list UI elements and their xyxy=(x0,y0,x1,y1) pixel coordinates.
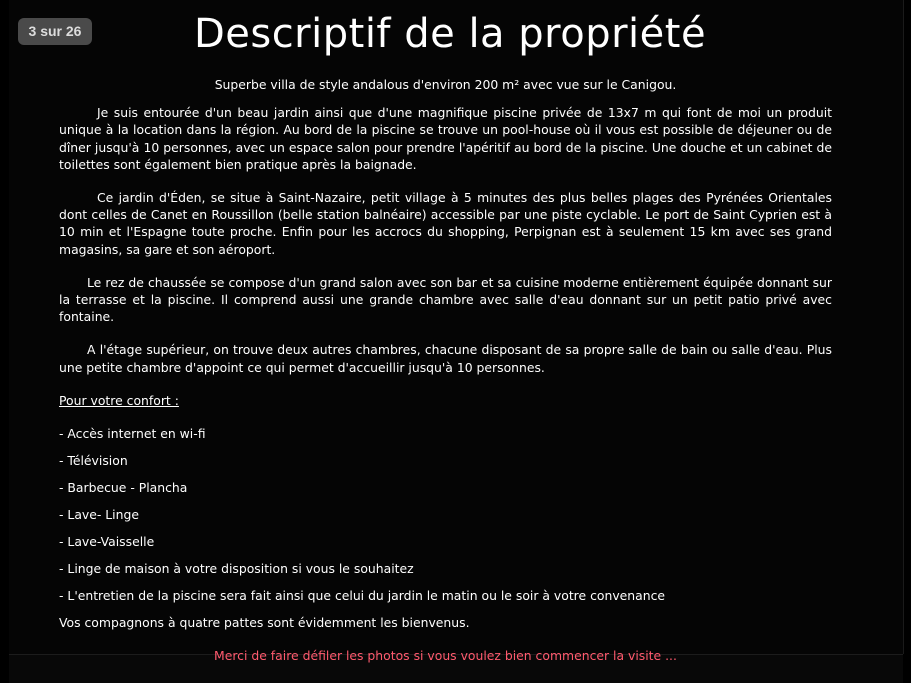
paragraph-garden-pool: Je suis entourée d'un beau jardin ainsi que d'une magnifique piscine privée de 13x7 m qui font de moi un produit unique à la location dans la région. Au bord de la piscine se trouve un pool-house où il vous est possible de déjeuner ou de dîner jusqu'à 10 personnes, avec un espace salon pour prendre l'apéritif au bord de la piscine. Une douche et un cabinet de toilettes sont également bien pratique après la baignade. xyxy=(59,105,832,172)
list-item: - Lave-Vaisselle xyxy=(59,534,155,550)
list-item: - Accès internet en wi-fi xyxy=(59,426,206,442)
closing-message: Merci de faire défiler les photos si vous voulez bien commencer la visite ... xyxy=(214,648,677,664)
list-item: - Linge de maison à votre disposition si vous le souhaitez xyxy=(59,561,414,577)
list-item: - Barbecue - Plancha xyxy=(59,480,188,496)
paragraph-location: Ce jardin d'Éden, se situe à Saint-Nazaire, petit village à 5 minutes des plus belles plages des Pyrénées Orientales dont celles de Canet en Roussillon (belle station balnéaire) accessible par une piste cyclable. Le port de Saint Cyprien est à 10 min et l'Espagne toute proche. Enfin pour les accrocs du shopping, Perpignan est à seulement 15 km avec ses grand magasins, sa gare et son aéroport. xyxy=(59,190,832,257)
slide-counter-badge: 3 sur 26 xyxy=(18,18,92,45)
list-item: - Télévision xyxy=(59,453,128,469)
paragraph-ground-floor: Le rez de chaussée se compose d'un grand salon avec son bar et sa cuisine moderne entièrement équipée donnant sur la terrasse et la piscine. Il comprend aussi une grande chambre avec salle d'eau donnant sur un petit patio privé avec fontaine. xyxy=(59,274,832,325)
comfort-list xyxy=(59,425,832,631)
list-item: - Lave- Linge xyxy=(59,507,139,523)
subtitle: Superbe villa de style andalous d'environ 200 m² avec vue sur le Canigou. xyxy=(214,77,677,92)
paragraph-upper-floor: A l'étage supérieur, on trouve deux autres chambres, chacune disposant de sa propre salle de bain ou salle d'eau. Plus une petite chambre d'appoint ce qui permet d'accueillir jusqu'à 10 personnes. xyxy=(59,342,832,375)
comfort-heading: Pour votre confort : xyxy=(59,392,179,408)
description-content xyxy=(59,76,832,664)
page-title: Descriptif de la propriété xyxy=(193,11,707,57)
list-item: - L'entretien de la piscine sera fait ainsi que celui du jardin le matin ou le soir à votre convenance xyxy=(59,588,666,604)
pets-note: Vos compagnons à quatre pattes sont évidemment les bienvenus. xyxy=(59,615,470,631)
